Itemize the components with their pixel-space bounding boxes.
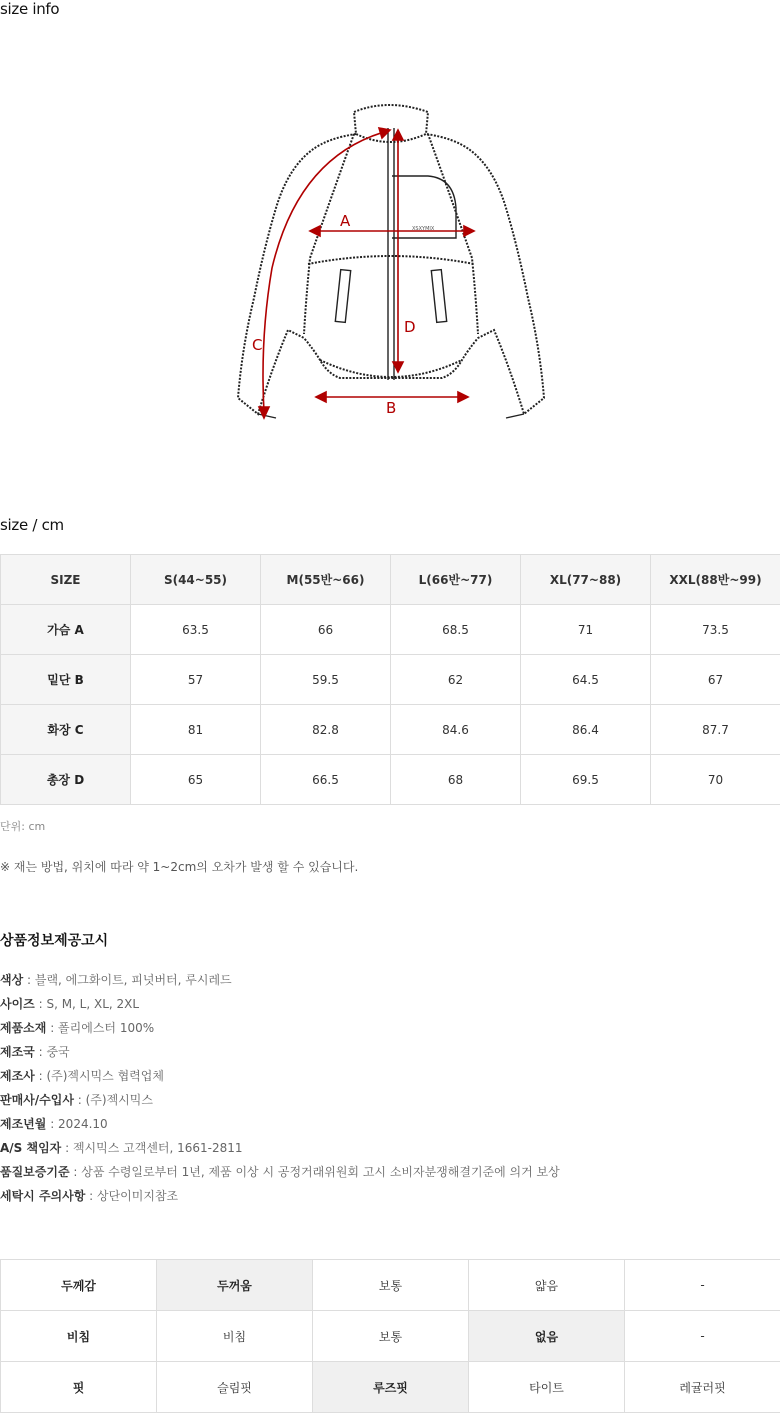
table-cell: 81 [131, 705, 261, 755]
row-header: 핏 [1, 1362, 157, 1413]
notice-value: : (주)젝시믹스 [73, 1093, 153, 1107]
option-cell: - [625, 1311, 780, 1362]
list-item [0, 1066, 560, 1090]
size-table [0, 554, 780, 805]
header-cell: XXL(88반~99) [651, 555, 780, 605]
notice-value: : 폴리에스터 100% [46, 1021, 155, 1035]
size-table-header-row [1, 555, 780, 605]
list-item [0, 1138, 560, 1162]
list-item [0, 1162, 560, 1186]
selected-option-cell: 두꺼움 [157, 1260, 313, 1311]
notice-label: 제조국 [0, 1045, 35, 1059]
size-info-heading: size info [0, 0, 60, 18]
notice-value: : 블랙, 에그화이트, 피넛버터, 루시레드 [23, 973, 232, 987]
notice-label: A/S 책임자 [0, 1141, 62, 1155]
label-d: D [404, 318, 416, 336]
notice-value: : (주)젝시믹스 협력업체 [34, 1069, 164, 1083]
table-cell: 71 [521, 605, 651, 655]
notice-label: 색상 [0, 973, 24, 987]
header-cell: SIZE [1, 555, 131, 605]
table-cell: 64.5 [521, 655, 651, 705]
notice-label: 제조년월 [0, 1117, 47, 1131]
notice-label: 제품소재 [0, 1021, 47, 1035]
table-cell: 59.5 [261, 655, 391, 705]
table-cell: 66.5 [261, 755, 391, 805]
list-item [0, 970, 560, 994]
option-cell: 타이트 [469, 1362, 625, 1413]
size-cm-heading: size / cm [0, 516, 64, 534]
tolerance-note: ※ 재는 방법, 위치에 따라 약 1~2cm의 오차가 발생 할 수 있습니다. [0, 860, 359, 874]
notice-label: 판매사/수입사 [0, 1093, 74, 1107]
row-header: 화장 C [1, 705, 131, 755]
notice-label: 세탁시 주의사항 [0, 1189, 86, 1203]
option-cell: 얇음 [469, 1260, 625, 1311]
table-row [1, 1362, 780, 1413]
table-cell: 70 [651, 755, 780, 805]
label-a: A [340, 212, 351, 230]
table-cell: 66 [261, 605, 391, 655]
table-cell: 68.5 [391, 605, 521, 655]
row-header: 밑단 B [1, 655, 131, 705]
table-cell: 69.5 [521, 755, 651, 805]
option-cell: 레귤러핏 [625, 1362, 780, 1413]
list-item [0, 1018, 560, 1042]
notice-value: : 2024.10 [46, 1117, 108, 1131]
selected-option-cell: 없음 [469, 1311, 625, 1362]
notice-label: 사이즈 [0, 997, 35, 1011]
header-cell: S(44~55) [131, 555, 261, 605]
list-item [0, 1042, 560, 1066]
table-cell: 73.5 [651, 605, 780, 655]
list-item [0, 994, 560, 1018]
row-header: 비침 [1, 1311, 157, 1362]
unit-note: 단위: cm [0, 820, 46, 833]
table-row [1, 1260, 780, 1311]
table-cell: 57 [131, 655, 261, 705]
table-cell: 84.6 [391, 705, 521, 755]
row-header: 총장 D [1, 755, 131, 805]
option-cell: - [625, 1260, 780, 1311]
product-notice-heading: 상품정보제공고시 [0, 933, 109, 949]
selected-option-cell: 루즈핏 [313, 1362, 469, 1413]
notice-label: 품질보증기준 [0, 1165, 70, 1179]
list-item [0, 1186, 560, 1210]
notice-value: : 중국 [34, 1045, 70, 1059]
table-cell: 82.8 [261, 705, 391, 755]
table-cell: 63.5 [131, 605, 261, 655]
row-header: 가슴 A [1, 605, 131, 655]
header-cell: M(55반~66) [261, 555, 391, 605]
label-c: C [252, 336, 263, 354]
table-cell: 86.4 [521, 705, 651, 755]
list-item [0, 1114, 560, 1138]
table-cell: 68 [391, 755, 521, 805]
table-row [1, 705, 780, 755]
notice-value: : 상단이미지참조 [85, 1189, 179, 1203]
notice-label: 제조사 [0, 1069, 35, 1083]
fabric-feel-table [0, 1259, 780, 1413]
table-row [1, 1311, 780, 1362]
jacket-measurement-diagram [228, 98, 554, 428]
table-cell: 67 [651, 655, 780, 705]
header-cell: L(66반~77) [391, 555, 521, 605]
option-cell: 보통 [313, 1311, 469, 1362]
option-cell: 보통 [313, 1260, 469, 1311]
table-row [1, 605, 780, 655]
notice-value: : 상품 수령일로부터 1년, 제품 이상 시 공정거래위원회 고시 소비자분쟁해결기준에 의거 보상 [69, 1165, 560, 1179]
product-notice-list [0, 970, 560, 1210]
table-cell: 87.7 [651, 705, 780, 755]
option-cell: 슬림핏 [157, 1362, 313, 1413]
header-cell: XL(77~88) [521, 555, 651, 605]
label-b: B [386, 399, 397, 417]
table-cell: 62 [391, 655, 521, 705]
notice-value: : 젝시믹스 고객센터, 1661-2811 [61, 1141, 243, 1155]
row-header: 두께감 [1, 1260, 157, 1311]
list-item [0, 1090, 560, 1114]
table-row [1, 655, 780, 705]
notice-value: : S, M, L, XL, 2XL [34, 997, 140, 1011]
brand-logo: XSXYMIX [412, 226, 435, 232]
table-cell: 65 [131, 755, 261, 805]
table-row [1, 755, 780, 805]
option-cell: 비침 [157, 1311, 313, 1362]
